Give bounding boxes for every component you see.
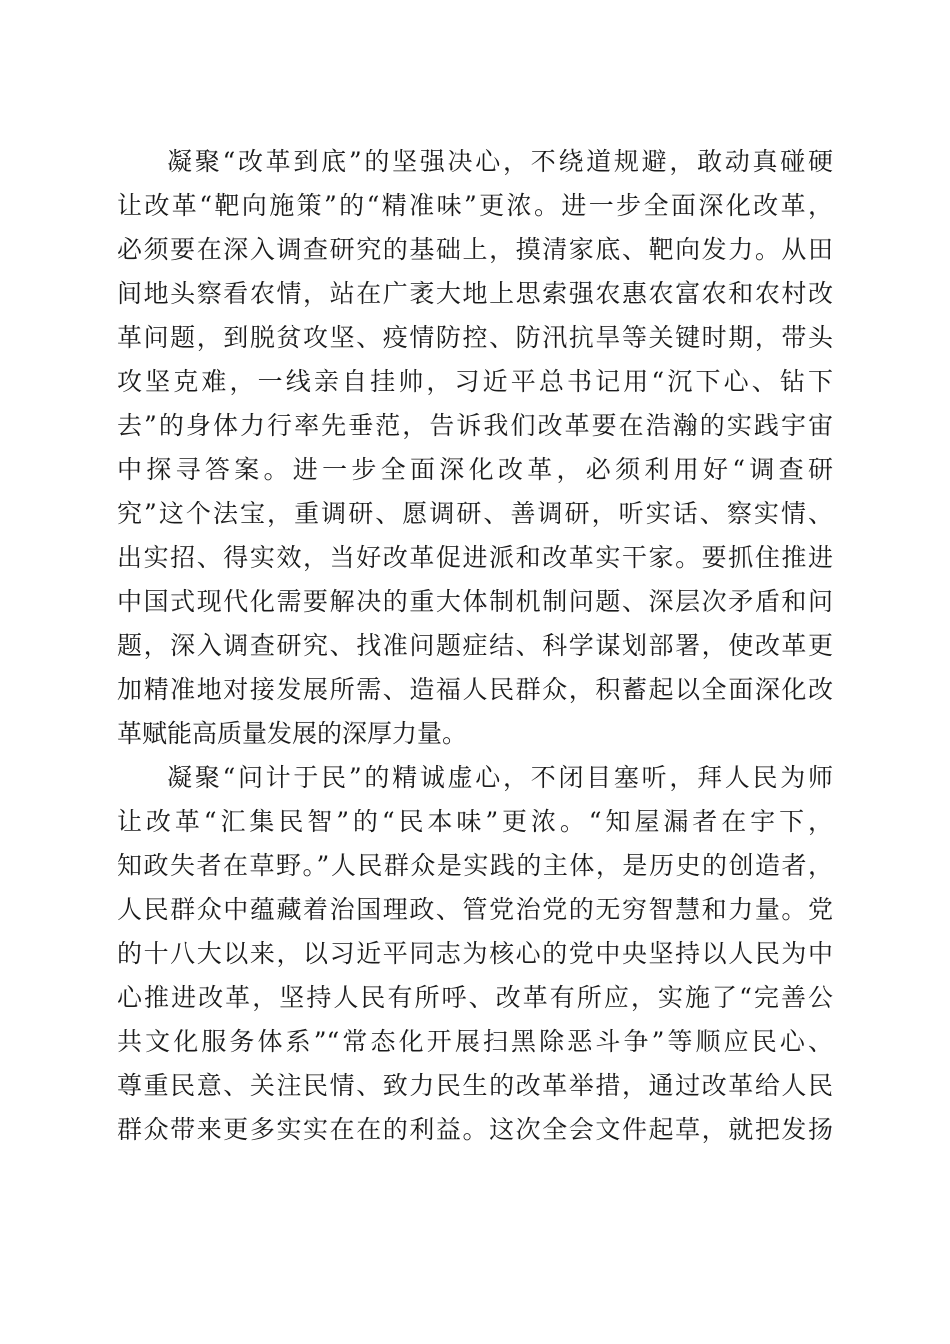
text-line: 究”这个法宝，重调研、愿调研、善调研，听实话、察实情、 [117,499,833,528]
document-body [117,140,833,1152]
text-line: 攻坚克难，一线亲自挂帅，习近平总书记用“沉下心、钻下 [117,367,833,396]
text-line: 中国式现代化需要解决的重大体制机制问题、深层次矛盾和问 [117,587,833,616]
text-line: 让改革“汇集民智”的“民本味”更浓。“知屋漏者在宇下， [117,807,833,836]
paragraph-consult-people [117,756,833,1152]
paragraph-reform-determination [117,140,833,756]
text-line: 出实招、得实效，当好改革促进派和改革实干家。要抓住推进 [117,543,833,572]
text-line: 知政失者在草野。”人民群众是实践的主体，是历史的创造者， [117,851,833,880]
text-line: 凝聚“问计于民”的精诚虚心，不闭目塞听，拜人民为师 [167,763,833,792]
text-line: 去”的身体力行率先垂范，告诉我们改革要在浩瀚的实践宇宙 [117,411,833,440]
text-line: 让改革“靶向施策”的“精准味”更浓。进一步全面深化改革， [117,191,833,220]
text-line: 的十八大以来，以习近平同志为核心的党中央坚持以人民为中 [117,939,833,968]
text-line: 革问题，到脱贫攻坚、疫情防控、防汛抗旱等关键时期，带头 [117,323,833,352]
text-line: 加精准地对接发展所需、造福人民群众，积蓄起以全面深化改 [117,675,833,704]
text-line: 题，深入调查研究、找准问题症结、科学谋划部署，使改革更 [117,631,833,660]
text-line: 人民群众中蕴藏着治国理政、管党治党的无穷智慧和力量。党 [117,895,833,924]
text-line: 心推进改革，坚持人民有所呼、改革有所应，实施了“完善公 [117,983,833,1012]
text-line: 共文化服务体系”“常态化开展扫黑除恶斗争”等顺应民心、 [117,1027,833,1056]
text-line: 群众带来更多实实在在的利益。这次全会文件起草，就把发扬 [117,1115,833,1144]
text-line: 必须要在深入调查研究的基础上，摸清家底、靶向发力。从田 [117,235,833,264]
text-line: 凝聚“改革到底”的坚强决心，不绕道规避，敢动真碰硬 [167,147,833,176]
text-line: 尊重民意、关注民情、致力民生的改革举措，通过改革给人民 [117,1071,833,1100]
text-line: 中探寻答案。进一步全面深化改革，必须利用好“调查研 [117,455,833,484]
text-line: 间地头察看农情，站在广袤大地上思索强农惠农富农和农村改 [117,279,833,308]
text-line: 革赋能高质量发展的深厚力量。 [117,719,468,748]
